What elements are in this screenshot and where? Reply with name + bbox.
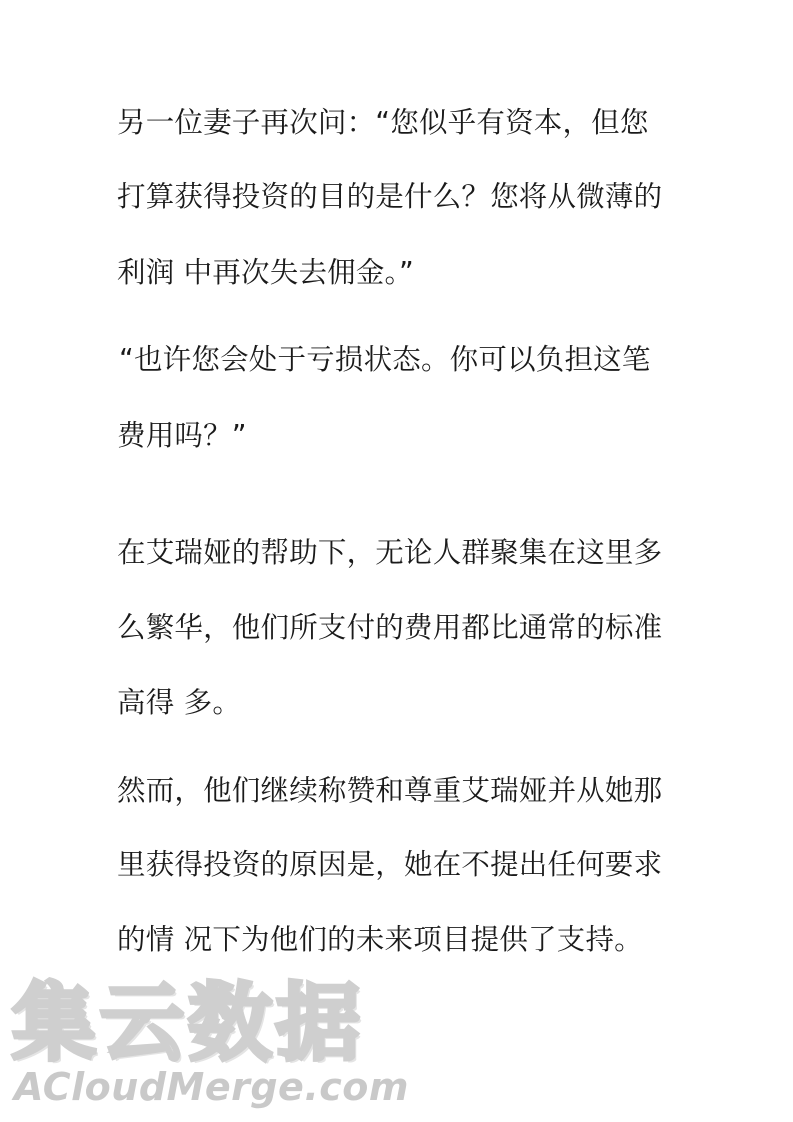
text-line: 费用吗？”	[117, 419, 247, 452]
text-line: 另一位妻子再次问：“您似乎有资本，但您	[117, 106, 649, 139]
watermark-chinese: 集云数据	[12, 974, 365, 1072]
text-line: 然而，他们继续称赞和尊重艾瑞娅并从她那	[117, 774, 663, 807]
text-line: 么繁华，他们所支付的费用都比通常的标准	[117, 611, 663, 644]
text-line: “也许您会处于亏损状态。你可以负担这笔	[119, 343, 651, 376]
text-line: 里获得投资的原因是，她在不提出任何要求	[117, 848, 663, 881]
watermark-english: ACloudMerge.com	[14, 1065, 409, 1109]
text-line: 的情 况下为他们的未来项目提供了支持。	[117, 923, 643, 956]
watermark	[8, 974, 409, 1115]
text-line: 高得 多。	[117, 686, 242, 719]
text-line: 打算获得投资的目的是什么？您将从微薄的	[117, 180, 663, 213]
text-line: 在艾瑞娅的帮助下，无论人群聚集在这里多	[117, 536, 663, 569]
text-line: 利润 中再次失去佣金。”	[117, 256, 414, 289]
